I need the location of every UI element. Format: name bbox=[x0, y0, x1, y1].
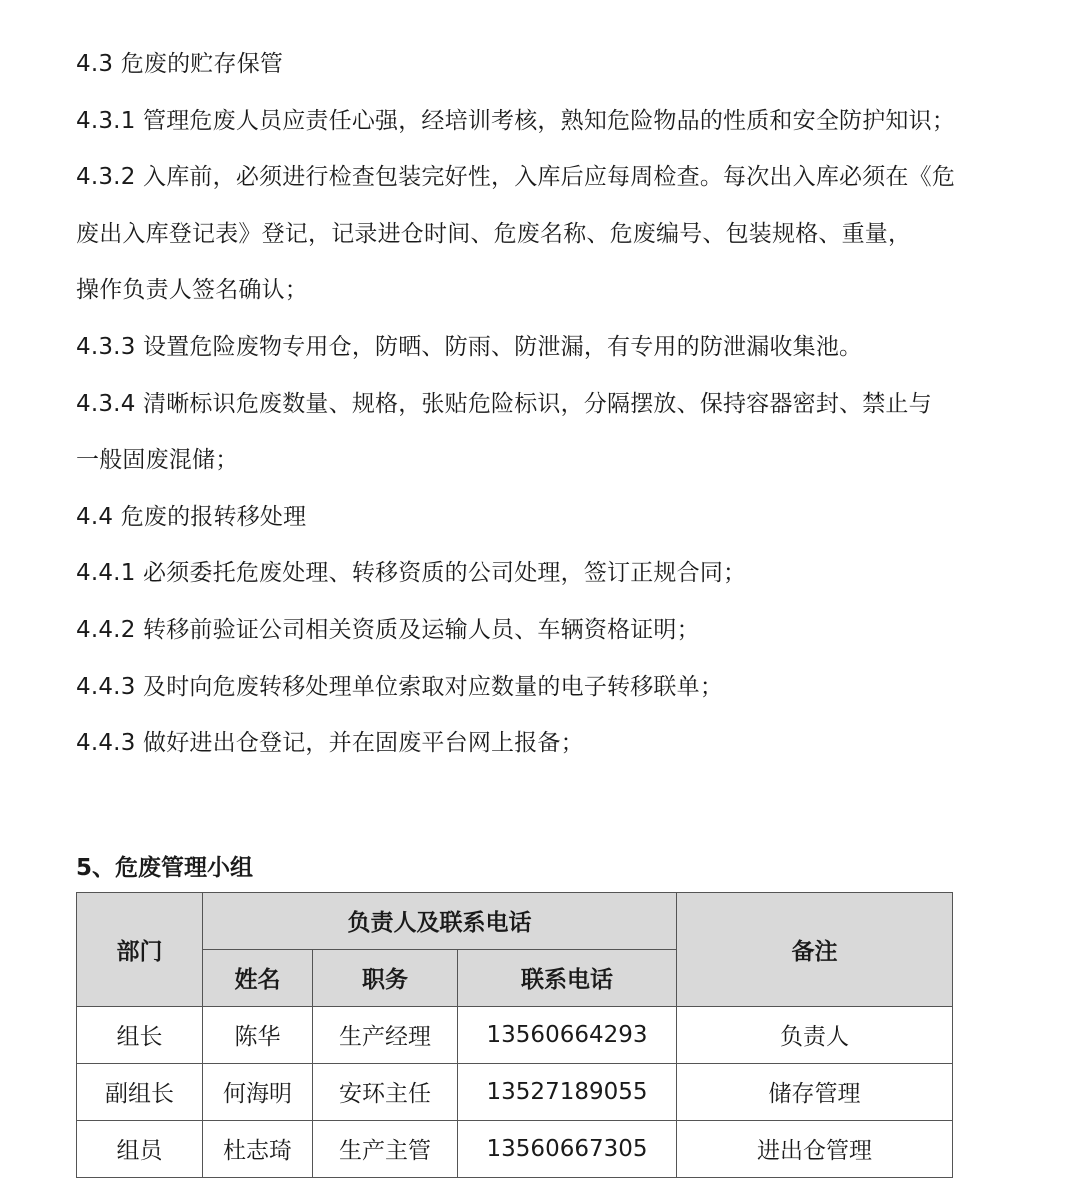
paragraph-line: 4.3.3 设置危险废物专用仓，防晒、防雨、防泄漏，有专用的防泄漏收集池。 bbox=[76, 333, 863, 360]
table-row bbox=[77, 1120, 953, 1177]
header-phone: 联系电话 bbox=[458, 949, 677, 1006]
cell-remark: 储存管理 bbox=[677, 1063, 953, 1120]
spacer bbox=[76, 772, 1016, 848]
cell-dept: 副组长 bbox=[77, 1063, 203, 1120]
cell-remark: 进出仓管理 bbox=[677, 1120, 953, 1177]
header-name: 姓名 bbox=[203, 949, 313, 1006]
paragraph-line: 操作负责人签名确认； bbox=[76, 277, 308, 304]
header-position: 职务 bbox=[313, 949, 458, 1006]
paragraph-line: 废出入库登记表》登记，记录进仓时间、危废名称、危废编号、包装规格、重量， bbox=[76, 220, 912, 247]
section-title-5: 5、危废管理小组 bbox=[76, 854, 254, 881]
paragraph-line: 4.3.2 入库前，必须进行检查包装完好性，入库后应每周检查。每次出入库必须在《危 bbox=[76, 164, 956, 191]
paragraph-line: 4.3.4 清晰标识危废数量、规格，张贴危险标识，分隔摆放、保持容器密封、禁止与 bbox=[76, 390, 932, 417]
header-contact-group: 负责人及联系电话 bbox=[203, 892, 677, 949]
cell-position: 生产主管 bbox=[313, 1120, 458, 1177]
paragraph-line: 4.4.2 转移前验证公司相关资质及运输人员、车辆资格证明； bbox=[76, 616, 700, 643]
cell-remark: 负责人 bbox=[677, 1006, 953, 1063]
paragraph-line: 4.4.1 必须委托危废处理、转移资质的公司处理，签订正规合同； bbox=[76, 560, 747, 587]
paragraph-line: 4.4.3 做好进出仓登记，并在固废平台网上报备； bbox=[76, 730, 584, 757]
management-team-table bbox=[76, 892, 953, 1178]
header-dept: 部门 bbox=[77, 892, 203, 1006]
paragraph-line: 一般固废混储； bbox=[76, 447, 239, 474]
paragraph-line: 4.4.3 及时向危废转移处理单位索取对应数量的电子转移联单； bbox=[76, 673, 724, 700]
header-remark: 备注 bbox=[677, 892, 953, 1006]
cell-name: 杜志琦 bbox=[203, 1120, 313, 1177]
cell-dept: 组长 bbox=[77, 1006, 203, 1063]
cell-name: 陈华 bbox=[203, 1006, 313, 1063]
cell-position: 生产经理 bbox=[313, 1006, 458, 1063]
paragraph-line: 4.3.1 管理危废人员应责任心强，经培训考核，熟知危险物品的性质和安全防护知识； bbox=[76, 107, 956, 134]
cell-phone: 13560664293 bbox=[458, 1006, 677, 1063]
document-body bbox=[76, 36, 1016, 1178]
cell-phone: 13527189055 bbox=[458, 1063, 677, 1120]
cell-position: 安环主任 bbox=[313, 1063, 458, 1120]
section-heading-4-3: 4.3 危废的贮存保管 bbox=[76, 51, 284, 77]
cell-phone: 13560667305 bbox=[458, 1120, 677, 1177]
table-row bbox=[77, 1006, 953, 1063]
cell-name: 何海明 bbox=[203, 1063, 313, 1120]
section-heading-4-4: 4.4 危废的报转移处理 bbox=[76, 503, 307, 530]
table-header-row bbox=[77, 892, 953, 949]
cell-dept: 组员 bbox=[77, 1120, 203, 1177]
table-row bbox=[77, 1063, 953, 1120]
